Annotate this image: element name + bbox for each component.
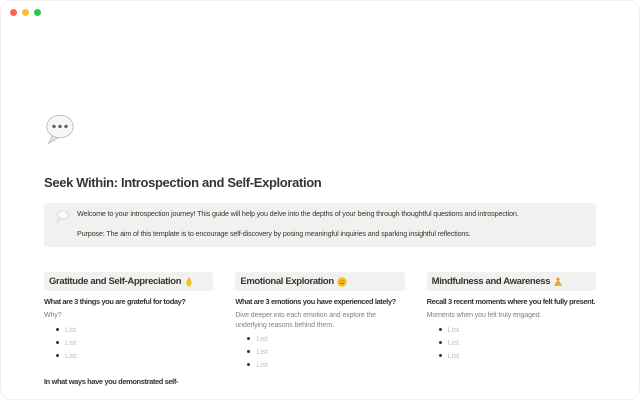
column-heading-label: Gratitude and Self-Appreciation: [49, 276, 182, 287]
question-text[interactable]: What are 3 emotions you have experienced lately?: [235, 297, 396, 306]
question-text[interactable]: What are 3 things you are grateful for today?: [44, 297, 186, 306]
window-controls: [10, 9, 41, 16]
list-item-placeholder: List: [447, 337, 459, 347]
bullet-icon: [247, 350, 250, 353]
column-heading-label: Emotional Exploration: [240, 276, 334, 287]
bullet-icon: [56, 354, 59, 357]
list-item-placeholder: List: [256, 347, 268, 357]
callout-paragraph[interactable]: Purpose: The aim of this template is to encourage self-discovery by posing meaningful inquiries and sparking insightful reflections.: [77, 228, 471, 238]
column-gratitude: [44, 272, 213, 387]
callout-text: [77, 209, 519, 239]
column-heading[interactable]: [44, 272, 213, 291]
list-item-placeholder: List: [65, 324, 77, 334]
list-item-placeholder: List: [65, 350, 77, 360]
list-item-placeholder: List: [65, 337, 77, 347]
speech-balloon-icon[interactable]: [44, 112, 76, 146]
caption-text[interactable]: Dive deeper into each emotion and explore the underlying reasons behind them.: [235, 312, 376, 329]
column-heading[interactable]: [235, 272, 404, 291]
list-item[interactable]: [44, 326, 213, 334]
caption-text[interactable]: Why?: [44, 312, 62, 319]
column-layout: [44, 272, 596, 387]
callout[interactable]: [44, 203, 596, 247]
bullet-icon: [439, 328, 442, 331]
list-item[interactable]: [427, 352, 596, 360]
folded-hands-emoji: [184, 277, 194, 287]
column-heading-label: Mindfulness and Awareness: [431, 276, 551, 287]
bulleted-list: [235, 335, 404, 369]
list-item[interactable]: [44, 339, 213, 347]
list-item[interactable]: [427, 326, 596, 334]
minimize-window-button[interactable]: [22, 9, 29, 16]
list-item[interactable]: [235, 335, 404, 343]
column-emotional: [235, 272, 404, 387]
caption-text[interactable]: Moments when you felt truly engaged.: [426, 312, 542, 319]
close-window-button[interactable]: [10, 9, 17, 16]
list-item-placeholder: List: [256, 360, 268, 370]
list-item[interactable]: [427, 339, 596, 347]
bullet-icon: [247, 363, 250, 366]
bulleted-list: [427, 326, 596, 360]
question-text[interactable]: Recall 3 recent moments where you felt fully present.: [426, 297, 596, 306]
bullet-icon: [439, 341, 442, 344]
bullet-icon: [439, 354, 442, 357]
bullet-icon: [56, 328, 59, 331]
bullet-icon: [56, 341, 59, 344]
list-item[interactable]: [235, 361, 404, 369]
list-item[interactable]: [44, 352, 213, 360]
bulleted-list: [44, 326, 213, 360]
list-item[interactable]: [235, 348, 404, 356]
thought-balloon-icon: [56, 210, 69, 228]
list-item-placeholder: List: [256, 334, 268, 344]
callout-paragraph[interactable]: Welcome to your introspection journey! This guide will help you delve into the depths of your being through thoughtful questions and introspection.: [77, 209, 519, 218]
bullet-icon: [247, 337, 250, 340]
question-text[interactable]: In what ways have you demonstrated self-: [44, 377, 179, 386]
column-heading[interactable]: [427, 272, 596, 291]
smiling-face-emoji: [337, 277, 347, 287]
page-title[interactable]: Seek Within: Introspection and Self-Exploration: [44, 174, 322, 190]
person-in-lotus-position-emoji: [553, 277, 563, 287]
column-mindfulness: [427, 272, 596, 387]
list-item-placeholder: List: [447, 350, 459, 360]
list-item-placeholder: List: [447, 324, 459, 334]
fullscreen-window-button[interactable]: [34, 9, 41, 16]
